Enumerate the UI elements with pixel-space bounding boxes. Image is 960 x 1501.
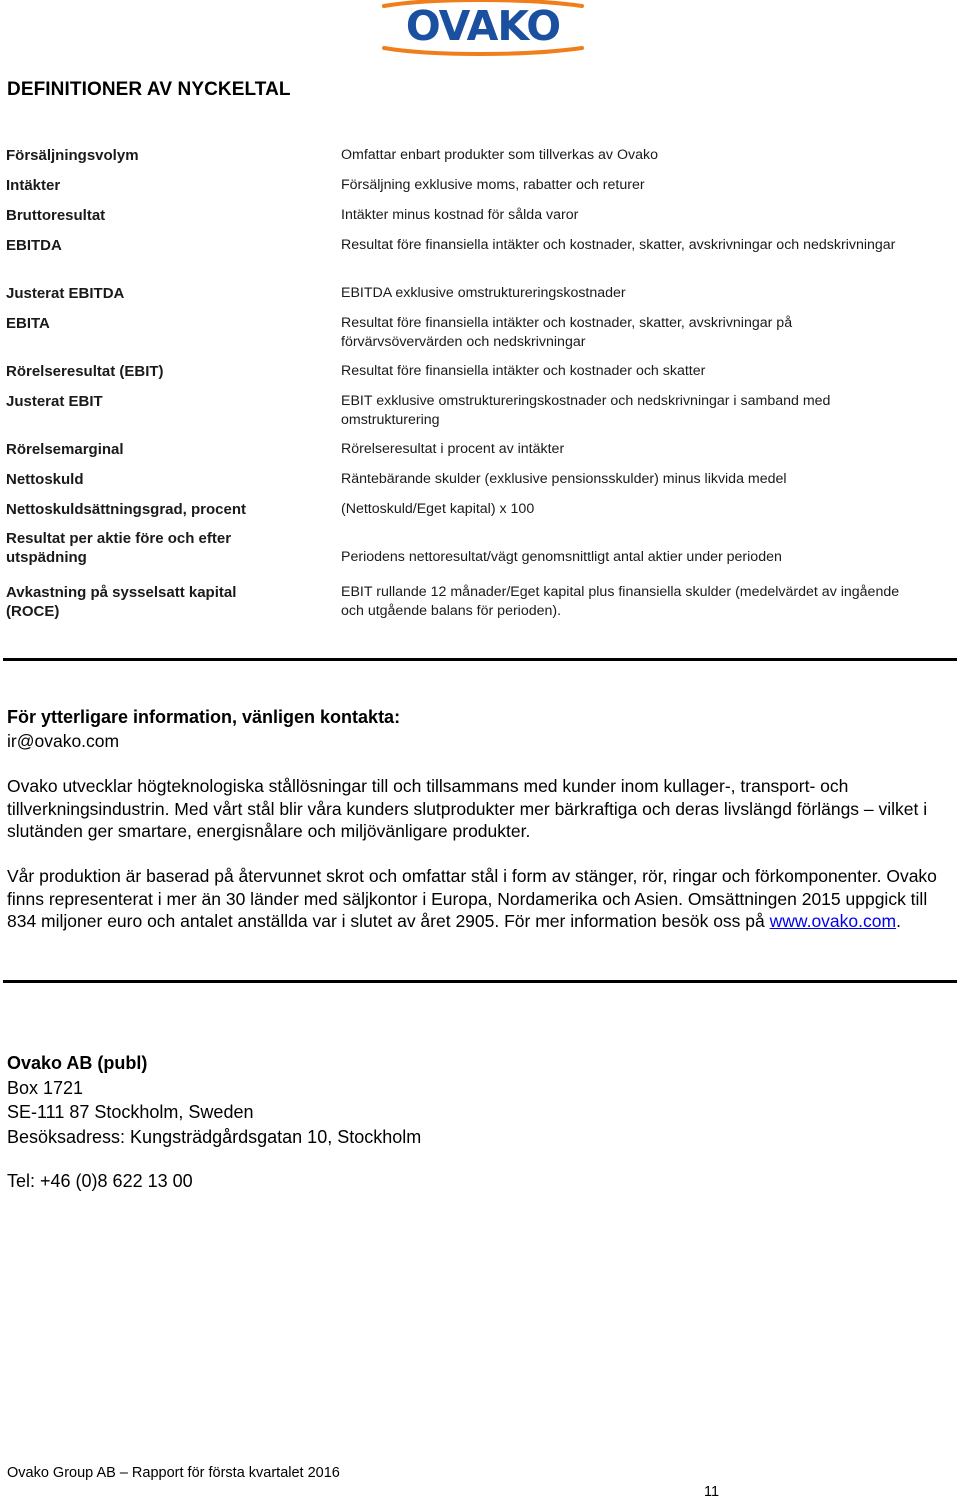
- definition-term: Nettoskuld: [6, 471, 84, 488]
- definition-description: Resultat före finansiella intäkter och kostnader, skatter, avskrivningar på förvärvsövervärden och nedskrivningar: [341, 315, 793, 350]
- ovako-logo: [376, 0, 590, 56]
- definition-term: Försäljningsvolym: [6, 147, 139, 164]
- definition-description: Omfattar enbart produkter som tillverkas av Ovako: [341, 147, 658, 163]
- definition-description: Periodens nettoresultat/vägt genomsnittligt antal aktier under perioden: [341, 549, 782, 565]
- about-paragraph-2: [7, 865, 957, 933]
- address-city: SE-111 87 Stockholm, Sweden: [7, 1102, 254, 1122]
- definition-term: EBITDA: [6, 237, 62, 254]
- definition-description: Resultat före finansiella intäkter och kostnader och skatter: [341, 363, 706, 379]
- about-paragraph-2-end: .: [896, 911, 901, 932]
- definition-description: Intäkter minus kostnad för sålda varor: [341, 207, 579, 223]
- company-name: Ovako AB (publ): [7, 1053, 148, 1073]
- definition-description: Räntebärande skulder (exklusive pensionsskulder) minus likvida medel: [341, 471, 787, 487]
- definition-term: Justerat EBIT: [6, 393, 103, 410]
- page-title: DEFINITIONER AV NYCKELTAL: [7, 79, 291, 100]
- definition-description: EBIT rullande 12 månader/Eget kapital plus finansiella skulder (medelvärdet av ingående och utgående balans för perioden).: [341, 584, 900, 619]
- address-box: Box 1721: [7, 1077, 84, 1098]
- contact-email: ir@ovako.com: [7, 731, 120, 751]
- definition-term: Resultat per aktie före och efter utspädning: [6, 530, 232, 566]
- definition-term: Bruttoresultat: [6, 207, 106, 224]
- definition-description: EBIT exklusive omstruktureringskostnader och nedskrivningar i samband med omstrukturering: [341, 393, 831, 428]
- ovako-logo-graphic: [376, 0, 590, 56]
- about-paragraph-2-text: Vår produktion är baserad på återvunnet skrot och omfattar stål i form av stänger, rör, ringar och förkomponenter. Ovako finns representerat i mer än 30 länder med säljkontor i Europa, Nordamerika och Asien. Omsättningen 2015 uppgick till 834 miljoner euro och antalet anställda var i slutet av året 2905. För mer information besök oss på: [7, 866, 937, 932]
- definition-term: Nettoskuldsättningsgrad, procent: [6, 501, 247, 518]
- definition-term: EBITA: [6, 315, 50, 332]
- definition-term: Rörelsemarginal: [6, 441, 124, 458]
- telephone: Tel: +46 (0)8 622 13 00: [7, 1171, 193, 1191]
- definition-description: Resultat före finansiella intäkter och kostnader, skatter, avskrivningar och nedskrivningar: [341, 237, 896, 253]
- address-visit: Besöksadress: Kungsträdgårdsgatan 10, Stockholm: [7, 1126, 422, 1147]
- definition-term: Rörelseresultat (EBIT): [6, 363, 164, 380]
- definition-description: (Nettoskuld/Eget kapital) x 100: [341, 501, 535, 517]
- logo-wordmark: OVAKO: [405, 2, 561, 50]
- ovako-website-link[interactable]: www.ovako.com: [769, 911, 897, 932]
- definition-term: Justerat EBITDA: [6, 285, 125, 302]
- section-divider: [3, 980, 957, 983]
- page-number: 11: [704, 1484, 720, 1500]
- section-divider: [3, 658, 957, 661]
- definition-description: Rörelseresultat i procent av intäkter: [341, 441, 565, 457]
- definition-description: EBITDA exklusive omstruktureringskostnader: [341, 285, 626, 301]
- contact-heading: För ytterligare information, vänligen kontakta:: [7, 707, 401, 727]
- definition-term: Avkastning på sysselsatt kapital (ROCE): [6, 584, 237, 620]
- company-address: [7, 1051, 421, 1149]
- about-paragraph-1: Ovako utvecklar högteknologiska stållösningar till och tillsammans med kunder inom kullager-, transport- och tillverkningsindustrin. Med vårt stål blir våra kunders slutprodukter mer bärkraftiga och deras livslängd förlängs – vilket i slutänden ger smartare, energisnålare och miljövänligare produkter.: [7, 776, 928, 842]
- footer-report-title: Ovako Group AB – Rapport för första kvartalet 2016: [7, 1465, 340, 1481]
- definition-description: Försäljning exklusive moms, rabatter och returer: [341, 177, 645, 193]
- definition-term: Intäkter: [6, 177, 61, 194]
